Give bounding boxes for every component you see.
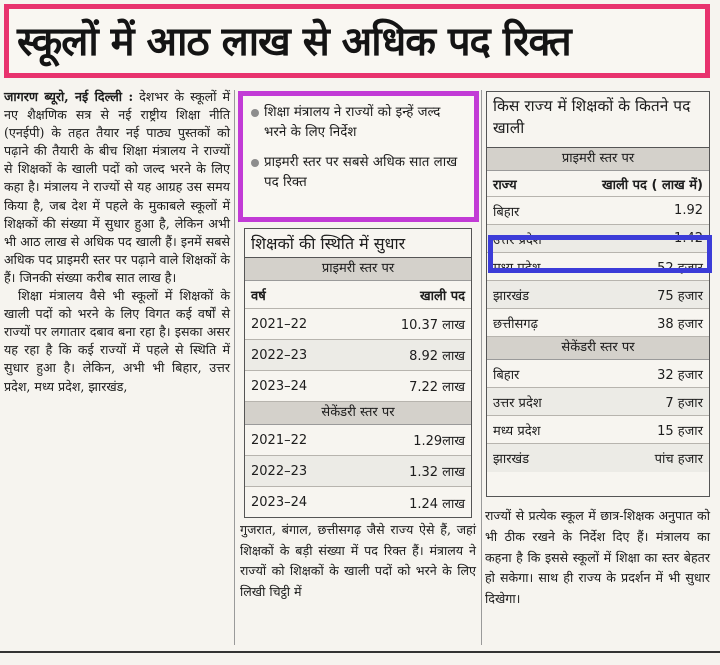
status-table — [244, 228, 472, 518]
value-cell: 75 हजार — [657, 288, 703, 304]
article-text-1: देशभर के स्कूलों में नए शैक्षणिक सत्र से नई राष्ट्रीय शिक्षा नीति (एनईपी) के तहत तैयार नई पाठ्य पुस्तकों को पढ़ाने की तैयारी के बीच शिक्षा मंत्रालय ने राज्यों से शिक्षकों के खाली पदों को जल्द भरने के लिए कहा है। मंत्रालय ने राज्यों से यह आग्रह उस समय किया है, जब देश में पहले के मुकाबले स्कूलों में शिक्षकों की संख्या में सुधार हुआ है, लेकिन अभी भी आठ लाख से अधिक पद खाली हैं। इनमें सबसे अधिक पद प्राइमरी स्तर पर पढ़ाने वाले शिक्षकों के हैं। जिनकी संख्या करीब सात लाख है। — [4, 89, 230, 285]
value-cell: 7 हजार — [665, 395, 703, 411]
article-paragraph-2: शिक्षा मंत्रालय वैसे भी स्कूलों में शिक्षकों के खाली पदों को भरने के लिए विगत कई वर्षों से राज्यों पर लगातार दबाव बना रहा है। इसका असर यह रहा है कि कई राज्यों में पहले से स्थिति में सुधार हुआ है। लेकिन, अभी भी बिहार, उत्तर प्रदेश, मध्य प्रदेश, झारखंड, — [4, 288, 230, 394]
status-table-title: शिक्षकों की स्थिति में सुधार — [245, 229, 471, 258]
table-row — [487, 416, 709, 444]
article-right-column — [485, 506, 710, 610]
highlight-text: शिक्षा मंत्रालय ने राज्यों को इन्हें जल्द भरने के लिए निर्देश — [264, 105, 441, 140]
article-paragraph-3: गुजरात, बंगाल, छत्तीसगढ़ जैसे राज्य ऐसे हैं, जहां शिक्षकों के बड़ी संख्या में पद रिक्त हैं। मंत्रालय ने राज्यों को शिक्षकों के खाली पदों को भरने के लिए लिखी चिट्ठी में — [240, 522, 476, 599]
value-cell: 1.42 — [674, 231, 703, 246]
state-cell: बिहार — [493, 367, 520, 383]
headline: स्कूलों में आठ लाख से अधिक पद रिक्त — [17, 19, 571, 65]
bullet-icon — [251, 109, 259, 117]
article-paragraph-1 — [4, 88, 230, 287]
table-row — [487, 197, 709, 225]
table-row — [245, 487, 471, 518]
state-cell: बिहार — [493, 204, 520, 220]
state-cell: उत्तर प्रदेश — [493, 395, 542, 411]
value-cell: 7.22 लाख — [409, 380, 465, 395]
table-row — [487, 281, 709, 309]
state-cell: मध्य प्रदेश — [493, 423, 541, 439]
article-middle-column — [240, 520, 476, 602]
value-cell: 52 हजार — [657, 260, 703, 276]
col-year-header: वर्ष — [251, 288, 266, 304]
value-cell: 8.92 लाख — [409, 349, 465, 364]
table-row — [487, 444, 709, 472]
highlight-item — [251, 153, 466, 193]
value-cell: 15 हजार — [657, 423, 703, 439]
table-row — [245, 309, 471, 340]
value-cell: पांच हजार — [654, 452, 703, 467]
value-cell: 1.29लाख — [413, 434, 465, 449]
value-cell: 1.32 लाख — [409, 465, 465, 480]
byline: जागरण ब्यूरो, नई दिल्ली : — [4, 89, 134, 104]
year-cell: 2022–23 — [251, 347, 308, 363]
table-row — [245, 456, 471, 487]
row-highlight-outline — [488, 235, 712, 273]
year-cell: 2023–24 — [251, 378, 308, 394]
state-cell: झारखंड — [493, 452, 530, 467]
table-row — [487, 360, 709, 388]
value-cell: 10.37 लाख — [400, 318, 465, 333]
table-row — [245, 340, 471, 371]
value-cell: 1.92 — [674, 203, 703, 218]
primary-heading: प्राइमरी स्तर पर — [487, 148, 709, 171]
article-left-column — [4, 88, 230, 396]
state-cell: छत्तीसगढ़ — [493, 316, 538, 332]
table-header-row — [487, 171, 709, 197]
headline-box — [4, 4, 710, 78]
table-row — [245, 371, 471, 402]
table-row — [245, 425, 471, 456]
value-cell: 1.24 लाख — [409, 496, 465, 512]
value-cell: 32 हजार — [657, 367, 703, 383]
primary-heading: प्राइमरी स्तर पर — [245, 258, 471, 281]
highlight-text: प्राइमरी स्तर पर सबसे अधिक सात लाख पद रिक्त — [264, 155, 458, 190]
year-cell: 2022–23 — [251, 463, 308, 479]
col-vacant-header: खाली पद ( लाख में) — [601, 177, 703, 193]
table-header-row — [245, 281, 471, 309]
bottom-rule — [0, 651, 720, 653]
highlight-item — [251, 103, 466, 143]
state-table — [486, 91, 710, 497]
state-cell: झारखंड — [493, 288, 530, 304]
col-state-header: राज्य — [493, 177, 517, 193]
value-cell: 38 हजार — [657, 316, 703, 332]
bullet-icon — [251, 159, 259, 167]
state-cell: उत्तर प्रदेश — [493, 232, 542, 248]
highlights-box — [238, 91, 479, 222]
state-table-title: किस राज्य में शिक्षकों के कितने पद खाली — [487, 92, 709, 148]
year-cell: 2021–22 — [251, 432, 308, 448]
year-cell: 2021–22 — [251, 316, 308, 332]
year-cell: 2023–24 — [251, 495, 308, 510]
table-row — [487, 309, 709, 337]
table-row — [487, 388, 709, 416]
article-paragraph-4: राज्यों से प्रत्येक स्कूल में छात्र-शिक्षक अनुपात को भी ठीक रखने के निर्देश दिए हैं। मंत्रालय का कहना है कि इससे स्कूलों में शिक्षा का स्तर बेहतर हो सकेगा। साथ ही राज्य के प्रदर्शन में भी सुधार दिखेगा। — [485, 508, 710, 607]
secondary-heading: सेकेंडरी स्तर पर — [487, 337, 709, 360]
column-divider — [234, 90, 235, 645]
col-vacant-header: खाली पद — [420, 288, 465, 304]
column-divider — [481, 90, 482, 645]
state-cell: मध्य प्रदेश — [493, 260, 541, 276]
secondary-heading: सेकेंडरी स्तर पर — [245, 402, 471, 425]
